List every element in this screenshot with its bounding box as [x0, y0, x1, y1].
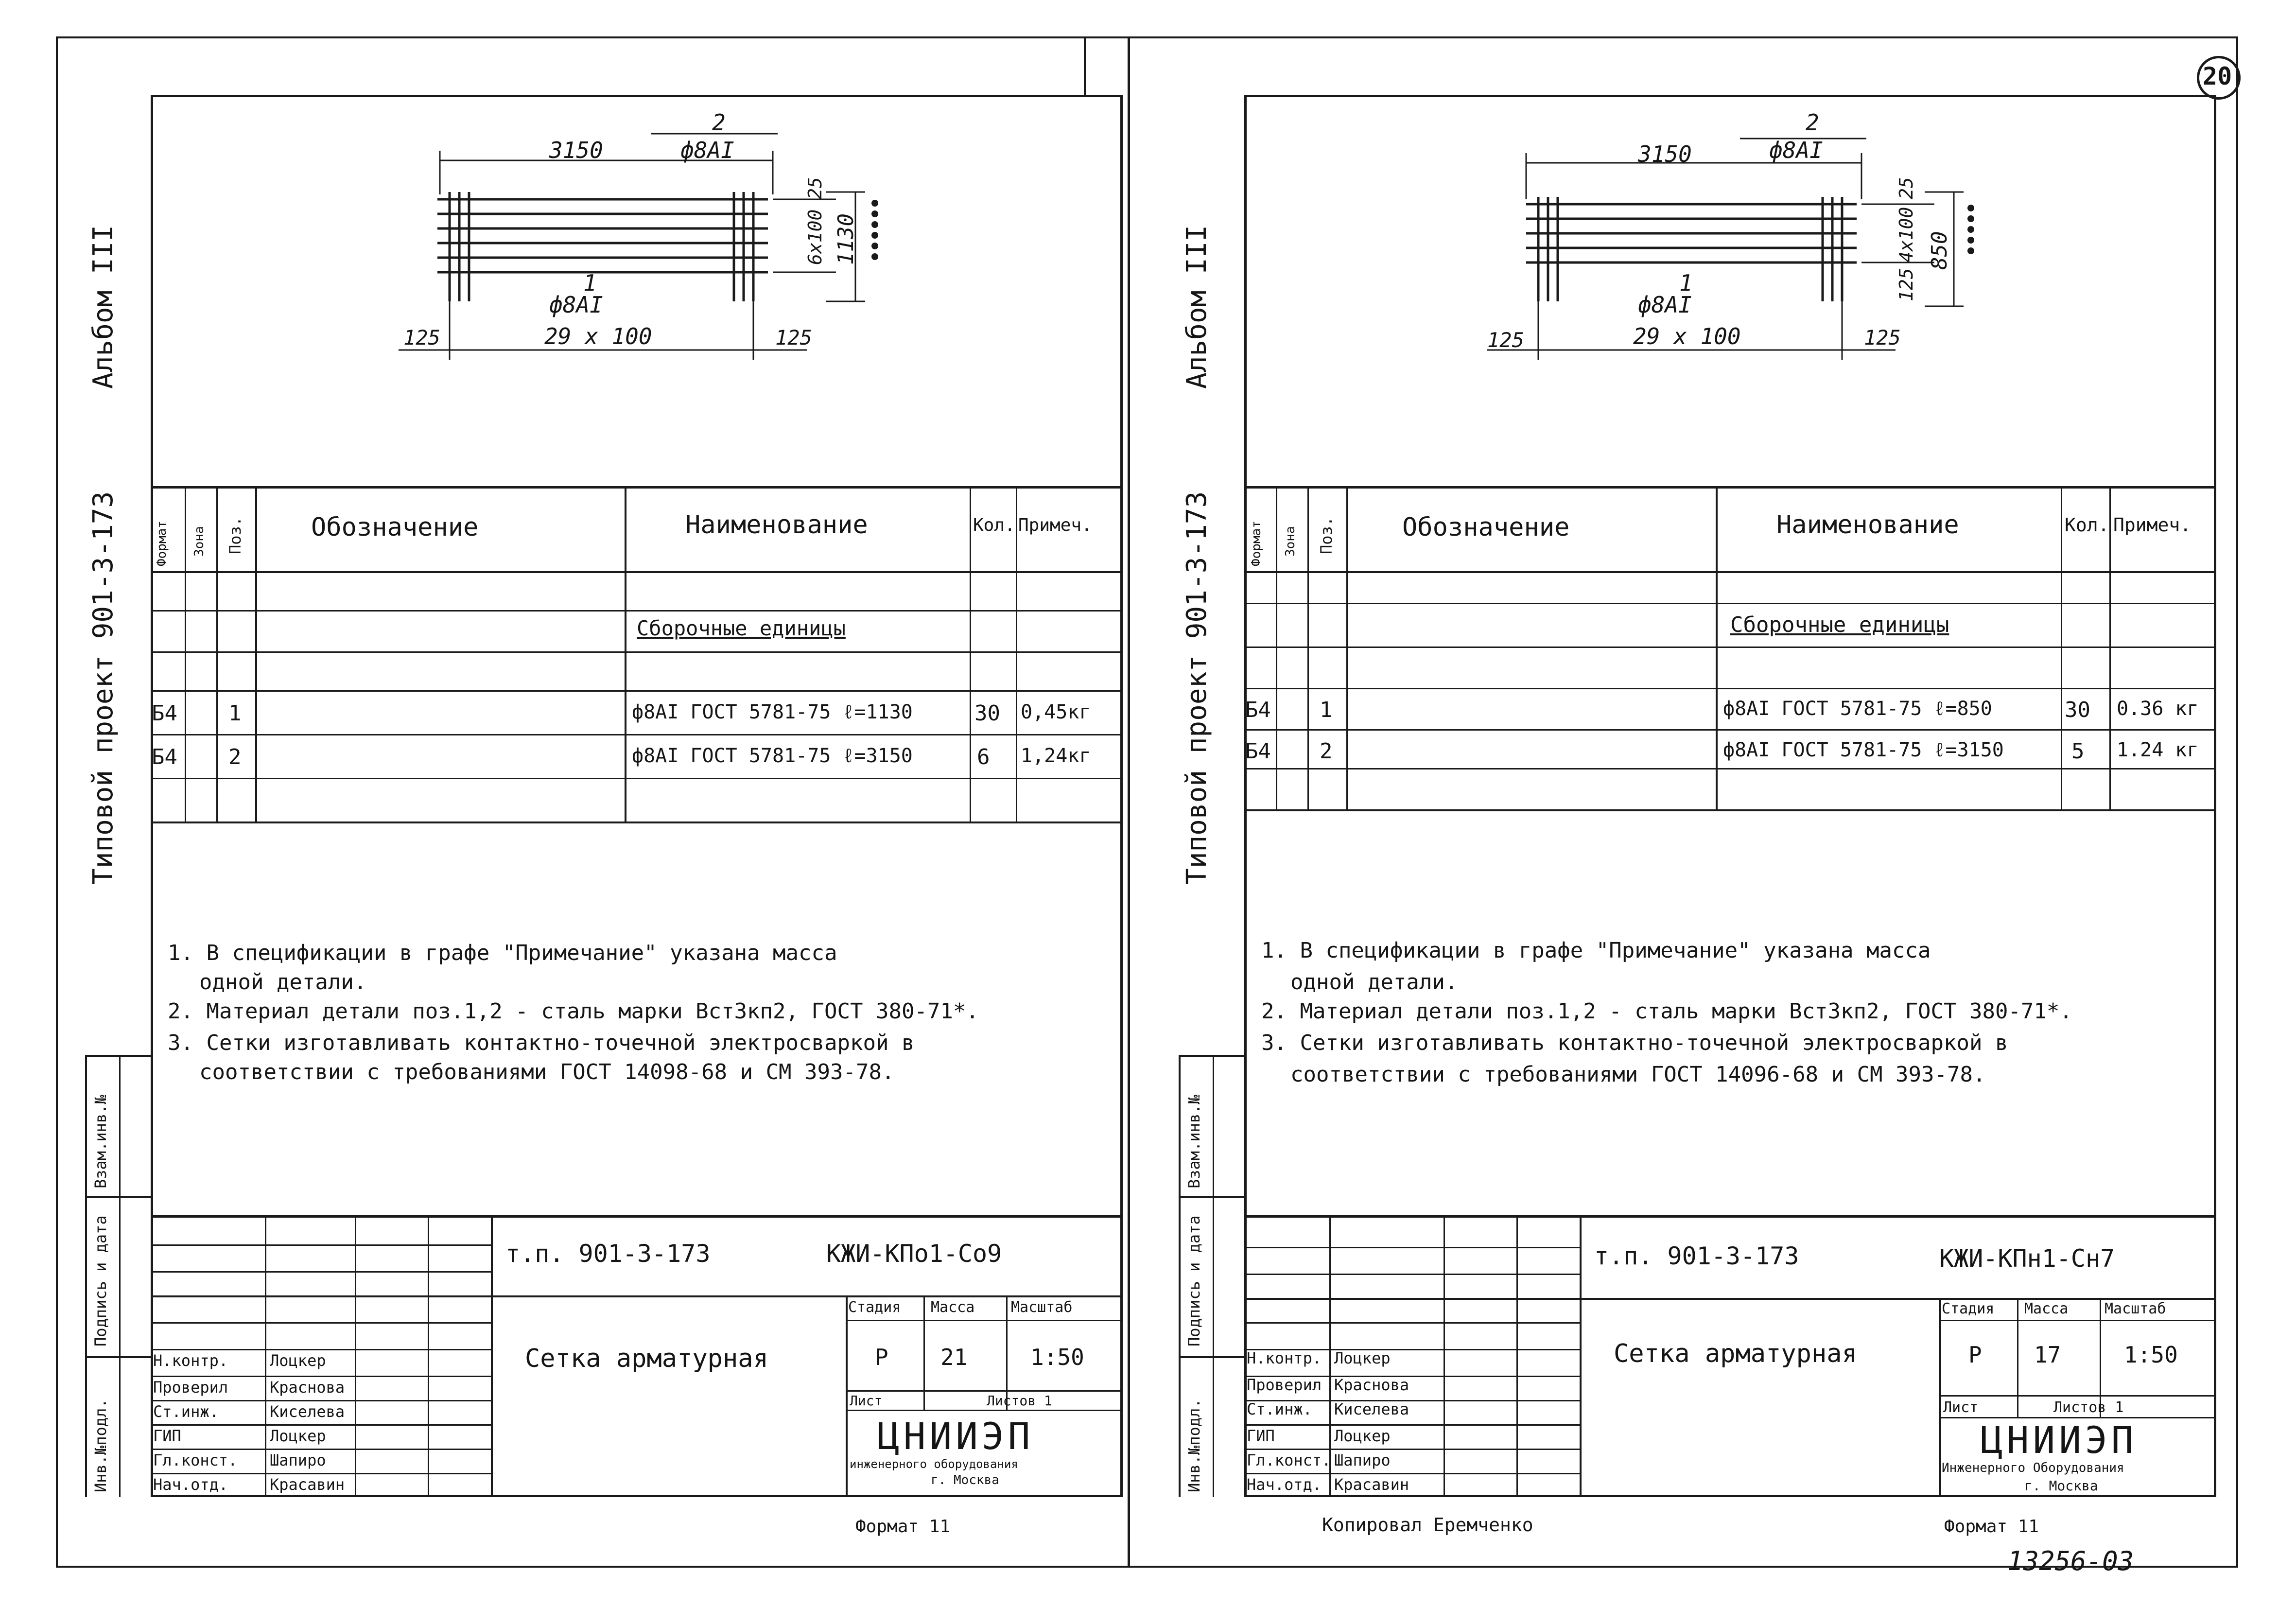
right-section-title: Сборочные единицы — [1730, 612, 1949, 637]
left-row-2-pos: 2 — [228, 745, 242, 769]
right-sig-role-4: ГИП — [1247, 1427, 1275, 1445]
right-sig-name-4: Лоцкер — [1334, 1427, 1391, 1445]
right-tb-project-code: т.п. 901-3-173 — [1594, 1242, 1799, 1270]
left-tb-sheet-code: КЖИ-КПо1-Со9 — [826, 1240, 1002, 1268]
left-header-note: Примеч. — [1018, 515, 1092, 535]
left-dim-left: 125 — [403, 326, 440, 350]
left-row-1-qty: 30 — [974, 701, 1000, 726]
right-stamp-replace: Взам.инв.№ — [1185, 1095, 1203, 1189]
left-pos-2-label: 2 — [712, 109, 726, 136]
right-header-qty: Кол. — [2065, 514, 2109, 536]
left-sig-name-2: Краснова — [270, 1378, 345, 1397]
right-sig-name-5: Шапиро — [1334, 1451, 1391, 1469]
left-note-1: 1. В спецификации в графе "Примечание" указана масса — [168, 941, 837, 965]
left-header-name: Наименование — [685, 510, 868, 540]
right-tb-stage: Р — [1968, 1342, 1982, 1368]
left-header-qty: Кол. — [973, 515, 1015, 535]
left-sig-role-3: Ст.инж. — [153, 1402, 219, 1421]
right-sig-role-1: Н.контр. — [1247, 1349, 1322, 1367]
left-note-3: 3. Сетки изготавливать контактно-точечной электросваркой в — [168, 1031, 915, 1055]
left-sig-role-6: Нач.отд. — [153, 1475, 228, 1494]
right-sig-role-2: Проверил — [1247, 1376, 1322, 1394]
left-tb-org-main: ЦНИИЭП — [877, 1415, 1034, 1458]
left-tb-stage-label: Стадия — [848, 1299, 901, 1316]
left-side-project: Типовой проект 901-3-173 — [87, 491, 119, 885]
right-side-album: Альбом III — [1181, 225, 1213, 389]
archive-number: 13256-03 — [2007, 1546, 2134, 1576]
right-row-2-qty: 5 — [2071, 739, 2085, 764]
left-sig-name-5: Шапиро — [270, 1451, 326, 1469]
left-stamp-signature: Подпись и дата — [91, 1215, 110, 1346]
right-sig-name-6: Красавин — [1334, 1475, 1409, 1494]
right-note-2: 2. Материал детали поз.1,2 - сталь марки Вст3кп2, ГОСТ 380-71*. — [1261, 999, 2072, 1024]
right-stamp-signature: Подпись и дата — [1185, 1215, 1203, 1346]
right-dim-top: 3150 — [1638, 141, 1692, 167]
left-row-1-format: Б4 — [152, 701, 177, 726]
right-side-project: Типовой проект 901-3-173 — [1181, 491, 1213, 885]
left-stamp-strip — [85, 1055, 87, 1497]
left-pos-2-rebar: ф8AI — [680, 137, 734, 163]
right-pos-1-rebar: ф8AI — [1638, 292, 1692, 318]
right-note-1: 1. В спецификации в графе "Примечание" указана масса — [1261, 938, 1931, 963]
left-sig-name-6: Красавин — [270, 1475, 345, 1494]
left-sig-name-1: Лоцкер — [270, 1351, 326, 1370]
left-stamp-inventory: Инв.№подл. — [91, 1398, 110, 1492]
top-left-tab — [1084, 36, 1086, 95]
right-note-3: 3. Сетки изготавливать контактно-точечной электросваркой в — [1261, 1031, 2008, 1055]
left-tb-project-code: т.п. 901-3-173 — [505, 1240, 711, 1268]
left-row-2-format: Б4 — [152, 745, 177, 769]
right-tb-scale: 1:50 — [2124, 1342, 2178, 1368]
right-tb-org-main: ЦНИИЭП — [1981, 1418, 2138, 1462]
left-pos-1-label: 1 — [583, 270, 597, 296]
left-header-zone: Зона — [192, 526, 207, 557]
left-sig-name-3: Киселева — [270, 1402, 345, 1421]
left-format: Формат 11 — [855, 1517, 951, 1537]
left-tb-title: Сетка арматурная — [525, 1344, 768, 1373]
right-dim-right: 125 — [1864, 326, 1901, 350]
left-tb-mass: 21 — [940, 1344, 968, 1370]
right-row-1-name: ф8AI ГОСТ 5781-75 ℓ=850 — [1723, 698, 1992, 720]
left-stamp-replace: Взам.инв.№ — [91, 1095, 110, 1189]
left-row-1-note: 0,45кг — [1021, 701, 1091, 723]
left-row-1-name: ф8AI ГОСТ 5781-75 ℓ=1130 — [632, 701, 913, 723]
left-row-2-name: ф8AI ГОСТ 5781-75 ℓ=3150 — [632, 745, 913, 767]
left-tb-scale: 1:50 — [1030, 1344, 1084, 1370]
right-pos-2-label: 2 — [1806, 109, 1819, 136]
left-sig-name-4: Лоцкер — [270, 1427, 326, 1445]
right-header-name: Наименование — [1776, 510, 1959, 540]
left-sig-role-5: Гл.конст. — [153, 1451, 238, 1469]
right-tb-stage-label: Стадия — [1942, 1300, 1995, 1317]
right-tb-sheet-label: Лист — [1943, 1399, 1979, 1416]
right-row-1-pos: 1 — [1320, 698, 1333, 722]
left-sheet-frame — [151, 95, 1123, 1497]
left-sig-role-2: Проверил — [153, 1378, 228, 1397]
right-row-2-pos: 2 — [1320, 739, 1333, 764]
right-tb-title: Сетка арматурная — [1614, 1339, 1857, 1368]
left-pos-1-rebar: ф8AI — [549, 292, 603, 318]
right-row-2-format: Б4 — [1245, 739, 1271, 764]
right-header-zone: Зона — [1283, 526, 1298, 557]
left-section-title: Сборочные единицы — [637, 616, 846, 640]
left-dim-vert-total: 1130 — [834, 213, 858, 265]
left-dim-vert-step: 6x100 — [804, 209, 826, 265]
right-sig-name-1: Лоцкер — [1334, 1349, 1391, 1367]
right-tb-scale-label: Масштаб — [2105, 1300, 2166, 1317]
left-row-1-pos: 1 — [228, 701, 242, 726]
right-note-3b: соответствии с требованиями ГОСТ 14096-68 и СМ 393-78. — [1290, 1062, 1986, 1087]
right-tb-sheet-code: КЖИ-КПн1-Сн7 — [1939, 1244, 2115, 1273]
center-fold-line — [1128, 36, 1130, 1568]
right-tb-mass: 17 — [2034, 1342, 2061, 1368]
right-sig-role-6: Нач.отд. — [1247, 1475, 1322, 1494]
right-header-note: Примеч. — [2113, 514, 2192, 536]
left-note-2: 2. Материал детали поз.1,2 - сталь марки Вст3кп2, ГОСТ 380-71*. — [168, 999, 979, 1024]
right-sig-role-3: Ст.инж. — [1247, 1400, 1312, 1418]
right-dim-vert-total: 850 — [1927, 231, 1952, 270]
left-tb-sheets-label: Листов 1 — [987, 1393, 1052, 1409]
right-dim-vert-25: 25 — [1896, 177, 1917, 199]
left-side-album: Альбом III — [87, 225, 119, 389]
left-header-pos: Поз. — [226, 516, 244, 554]
right-row-2-note: 1.24 кг — [2117, 739, 2199, 761]
left-row-2-note: 1,24кг — [1021, 745, 1091, 767]
right-sig-role-5: Гл.конст. — [1247, 1451, 1331, 1469]
left-tb-mass-label: Масса — [931, 1299, 975, 1316]
right-header-format: Формат — [1249, 521, 1264, 566]
right-tb-sheets-label: Листов 1 — [2053, 1399, 2124, 1416]
right-tb-org-city: г. Москва — [2024, 1478, 2098, 1494]
right-tb-org-sub: Инженерного Оборудования — [1942, 1461, 2124, 1475]
left-dim-bottom: 29 x 100 — [544, 323, 652, 350]
right-row-2-name: ф8AI ГОСТ 5781-75 ℓ=3150 — [1723, 739, 2004, 761]
right-format: Формат 11 — [1944, 1517, 2039, 1537]
left-header-designation: Обозначение — [311, 513, 479, 542]
right-dim-left: 125 — [1487, 328, 1524, 352]
right-pos-2-rebar: ф8AI — [1769, 137, 1823, 163]
right-pos-1-label: 1 — [1679, 270, 1693, 296]
left-tb-stage: Р — [875, 1344, 888, 1370]
left-dim-top: 3150 — [549, 137, 603, 163]
left-note-3b: соответствии с требованиями ГОСТ 14098-68 и СМ 393-78. — [199, 1060, 895, 1084]
right-note-1b: одной детали. — [1290, 970, 1458, 995]
right-row-1-note: 0.36 кг — [2117, 698, 2199, 720]
left-row-2-qty: 6 — [977, 745, 990, 769]
right-dim-bottom: 29 x 100 — [1633, 323, 1741, 350]
right-row-1-qty: 30 — [2065, 698, 2090, 722]
page-number: 20 — [2203, 62, 2232, 90]
left-tb-org-city: г. Москва — [931, 1473, 999, 1487]
right-dim-vert-step: 4x100 — [1896, 207, 1917, 262]
left-header-format: Формат — [155, 521, 169, 566]
right-row-1-format: Б4 — [1245, 698, 1271, 722]
left-dim-right: 125 — [775, 326, 812, 350]
right-dim-vert-125: 125 — [1896, 268, 1917, 301]
right-sig-name-2: Краснова — [1334, 1376, 1409, 1394]
right-stamp-strip — [1179, 1055, 1181, 1497]
right-header-designation: Обозначение — [1402, 513, 1570, 542]
left-tb-sheet-label: Лист — [850, 1393, 883, 1409]
left-dim-vert-25: 25 — [804, 177, 826, 199]
left-sig-role-4: ГИП — [153, 1427, 181, 1445]
copied-by: Копировал Еремченко — [1322, 1514, 1533, 1536]
right-sig-name-3: Киселева — [1334, 1400, 1409, 1418]
left-tb-scale-label: Масштаб — [1011, 1299, 1073, 1316]
left-sig-role-1: Н.контр. — [153, 1351, 228, 1370]
right-stamp-inventory: Инв.№подл. — [1185, 1398, 1203, 1492]
left-note-1b: одной детали. — [199, 970, 367, 995]
right-header-pos: Поз. — [1317, 516, 1336, 554]
right-sheet-frame — [1244, 95, 2216, 1497]
right-tb-mass-label: Масса — [2024, 1300, 2069, 1317]
left-tb-org-sub: инженерного оборудования — [850, 1457, 1018, 1471]
